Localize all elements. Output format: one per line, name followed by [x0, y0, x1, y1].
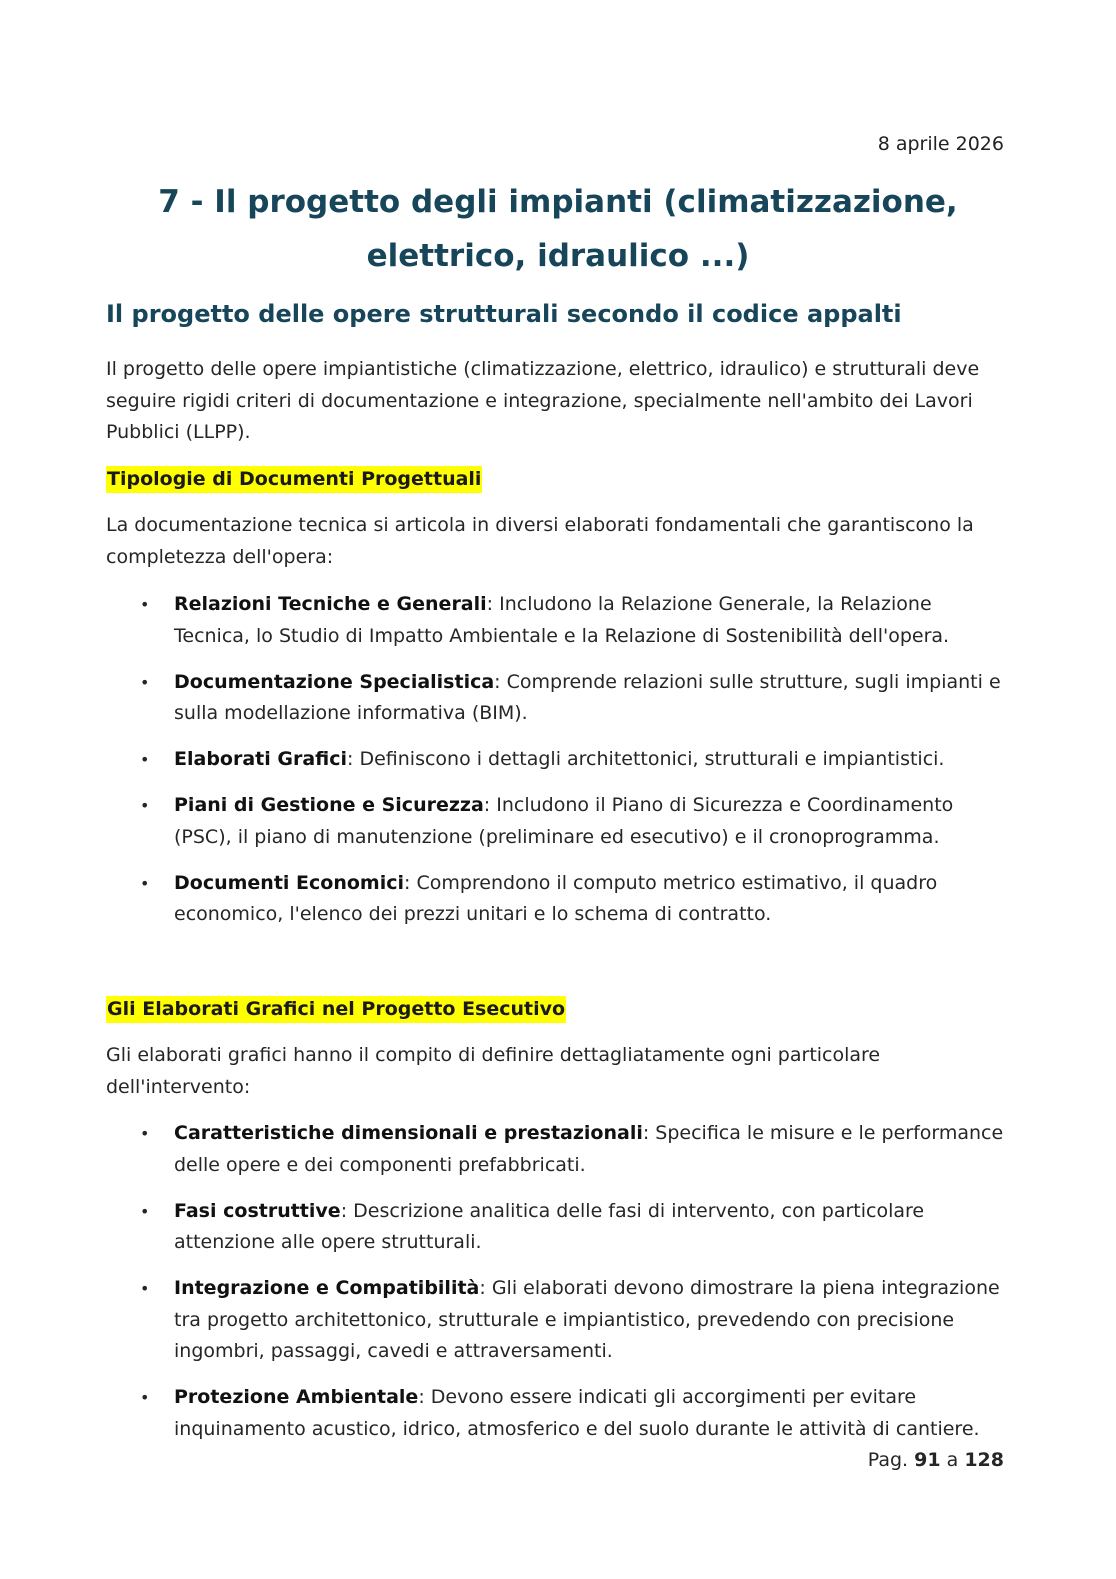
highlighted-heading-graphic-drawings: Gli Elaborati Grafici nel Progetto Esecutivo [106, 996, 566, 1023]
list-item-text: : Comprendono il computo metrico estimativo, il quadro economico, l'elenco dei prezzi unitari e lo schema di contratto. [174, 871, 938, 925]
document-types-intro: La documentazione tecnica si articola in diversi elaborati fondamentali che garantiscono la completezza dell'opera: [106, 514, 974, 568]
document-date: 8 aprile 2026 [877, 133, 1004, 155]
bullet-icon: • [140, 1388, 150, 1407]
list-item [106, 667, 1011, 730]
list-item [106, 589, 1011, 652]
list-item-text: : Comprende relazioni sulle strutture, sugli impianti e sulla modellazione informativa (BIM). [174, 670, 1001, 724]
bullet-icon: • [140, 796, 150, 815]
list-item-term: Documentazione Specialistica [174, 670, 495, 693]
list-item-term: Piani di Gestione e Sicurezza [174, 794, 484, 816]
list-item-term: Fasi costruttive [174, 1199, 341, 1222]
bullet-icon: • [140, 672, 150, 692]
list-item-text: : Descrizione analitica delle fasi di intervento, con particolare attenzione alle opere strutturali. [174, 1199, 925, 1253]
bullet-icon: • [140, 1279, 150, 1298]
list-item-term: Documenti Economici [174, 871, 404, 894]
list-item-text: : Gli elaborati devono dimostrare la piena integrazione tra progetto architettonico, strutturale e impiantistico, prevedendo con precisione ingombri, passaggi, cavedi e attraversamenti. [174, 1277, 1000, 1362]
bullet-icon: • [140, 595, 150, 614]
list-item [106, 790, 1011, 853]
total-pages: 128 [964, 1449, 1004, 1471]
list-item [106, 868, 1011, 931]
list-item [106, 1382, 1011, 1445]
document-types-list [106, 589, 1011, 945]
highlighted-heading-document-types: Tipologie di Documenti Progettuali [106, 466, 482, 493]
intro-paragraph: Il progetto delle opere impiantistiche (climatizzazione, elettrico, idraulico) e strutturali deve seguire rigidi criteri di documentazione e integrazione, specialmente nell'ambito dei Lavori Pubblici (LLPP). [106, 358, 980, 443]
graphic-drawings-intro: Gli elaborati grafici hanno il compito di definire dettagliatamente ogni particolare dell'intervento: [106, 1044, 881, 1098]
list-item-text: : Devono essere indicati gli accorgimenti per evitare inquinamento acustico, idrico, atmosferico e del suolo durante le attività di cantiere. [174, 1386, 980, 1440]
list-item-term: Protezione Ambientale [174, 1386, 419, 1408]
list-item-term: Caratteristiche dimensionali e prestazionali [174, 1122, 643, 1144]
list-item-text: : Definiscono i dettagli architettonici, strutturali e impiantistici. [347, 748, 945, 770]
bullet-icon: • [140, 1201, 150, 1221]
page-prefix: Pag. [867, 1449, 909, 1471]
list-item [106, 1118, 1011, 1181]
page-number [868, 1449, 1004, 1471]
list-item-term: Relazioni Tecniche e Generali [174, 593, 487, 615]
list-item-text: : Includono il Piano di Sicurezza e Coordinamento (PSC), il piano di manutenzione (preliminare ed esecutivo) e il cronoprogramma. [174, 794, 954, 848]
bullet-icon: • [140, 750, 150, 769]
current-page: 91 [914, 1449, 941, 1471]
bullet-icon: • [140, 873, 150, 893]
list-item [106, 1273, 1011, 1368]
section-title: Il progetto delle opere strutturali secondo il codice appalti [106, 300, 902, 328]
list-item [106, 1196, 1011, 1259]
page-title: 7 - Il progetto degli impianti (climatizzazione, elettrico, idraulico ...) [158, 184, 958, 274]
list-item-text: : Includono la Relazione Generale, la Relazione Tecnica, lo Studio di Impatto Ambientale e la Relazione di Sostenibilità dell'opera. [174, 593, 950, 647]
bullet-icon: • [140, 1124, 150, 1143]
page-separator: a [946, 1449, 959, 1471]
list-item [106, 744, 1011, 776]
graphic-drawings-list [106, 1118, 1011, 1460]
list-item-term: Elaborati Grafici [174, 748, 348, 770]
list-item-term: Integrazione e Compatibilità [174, 1277, 480, 1299]
list-item-text: : Specifica le misure e le performance delle opere e dei componenti prefabbricati. [174, 1122, 1004, 1176]
